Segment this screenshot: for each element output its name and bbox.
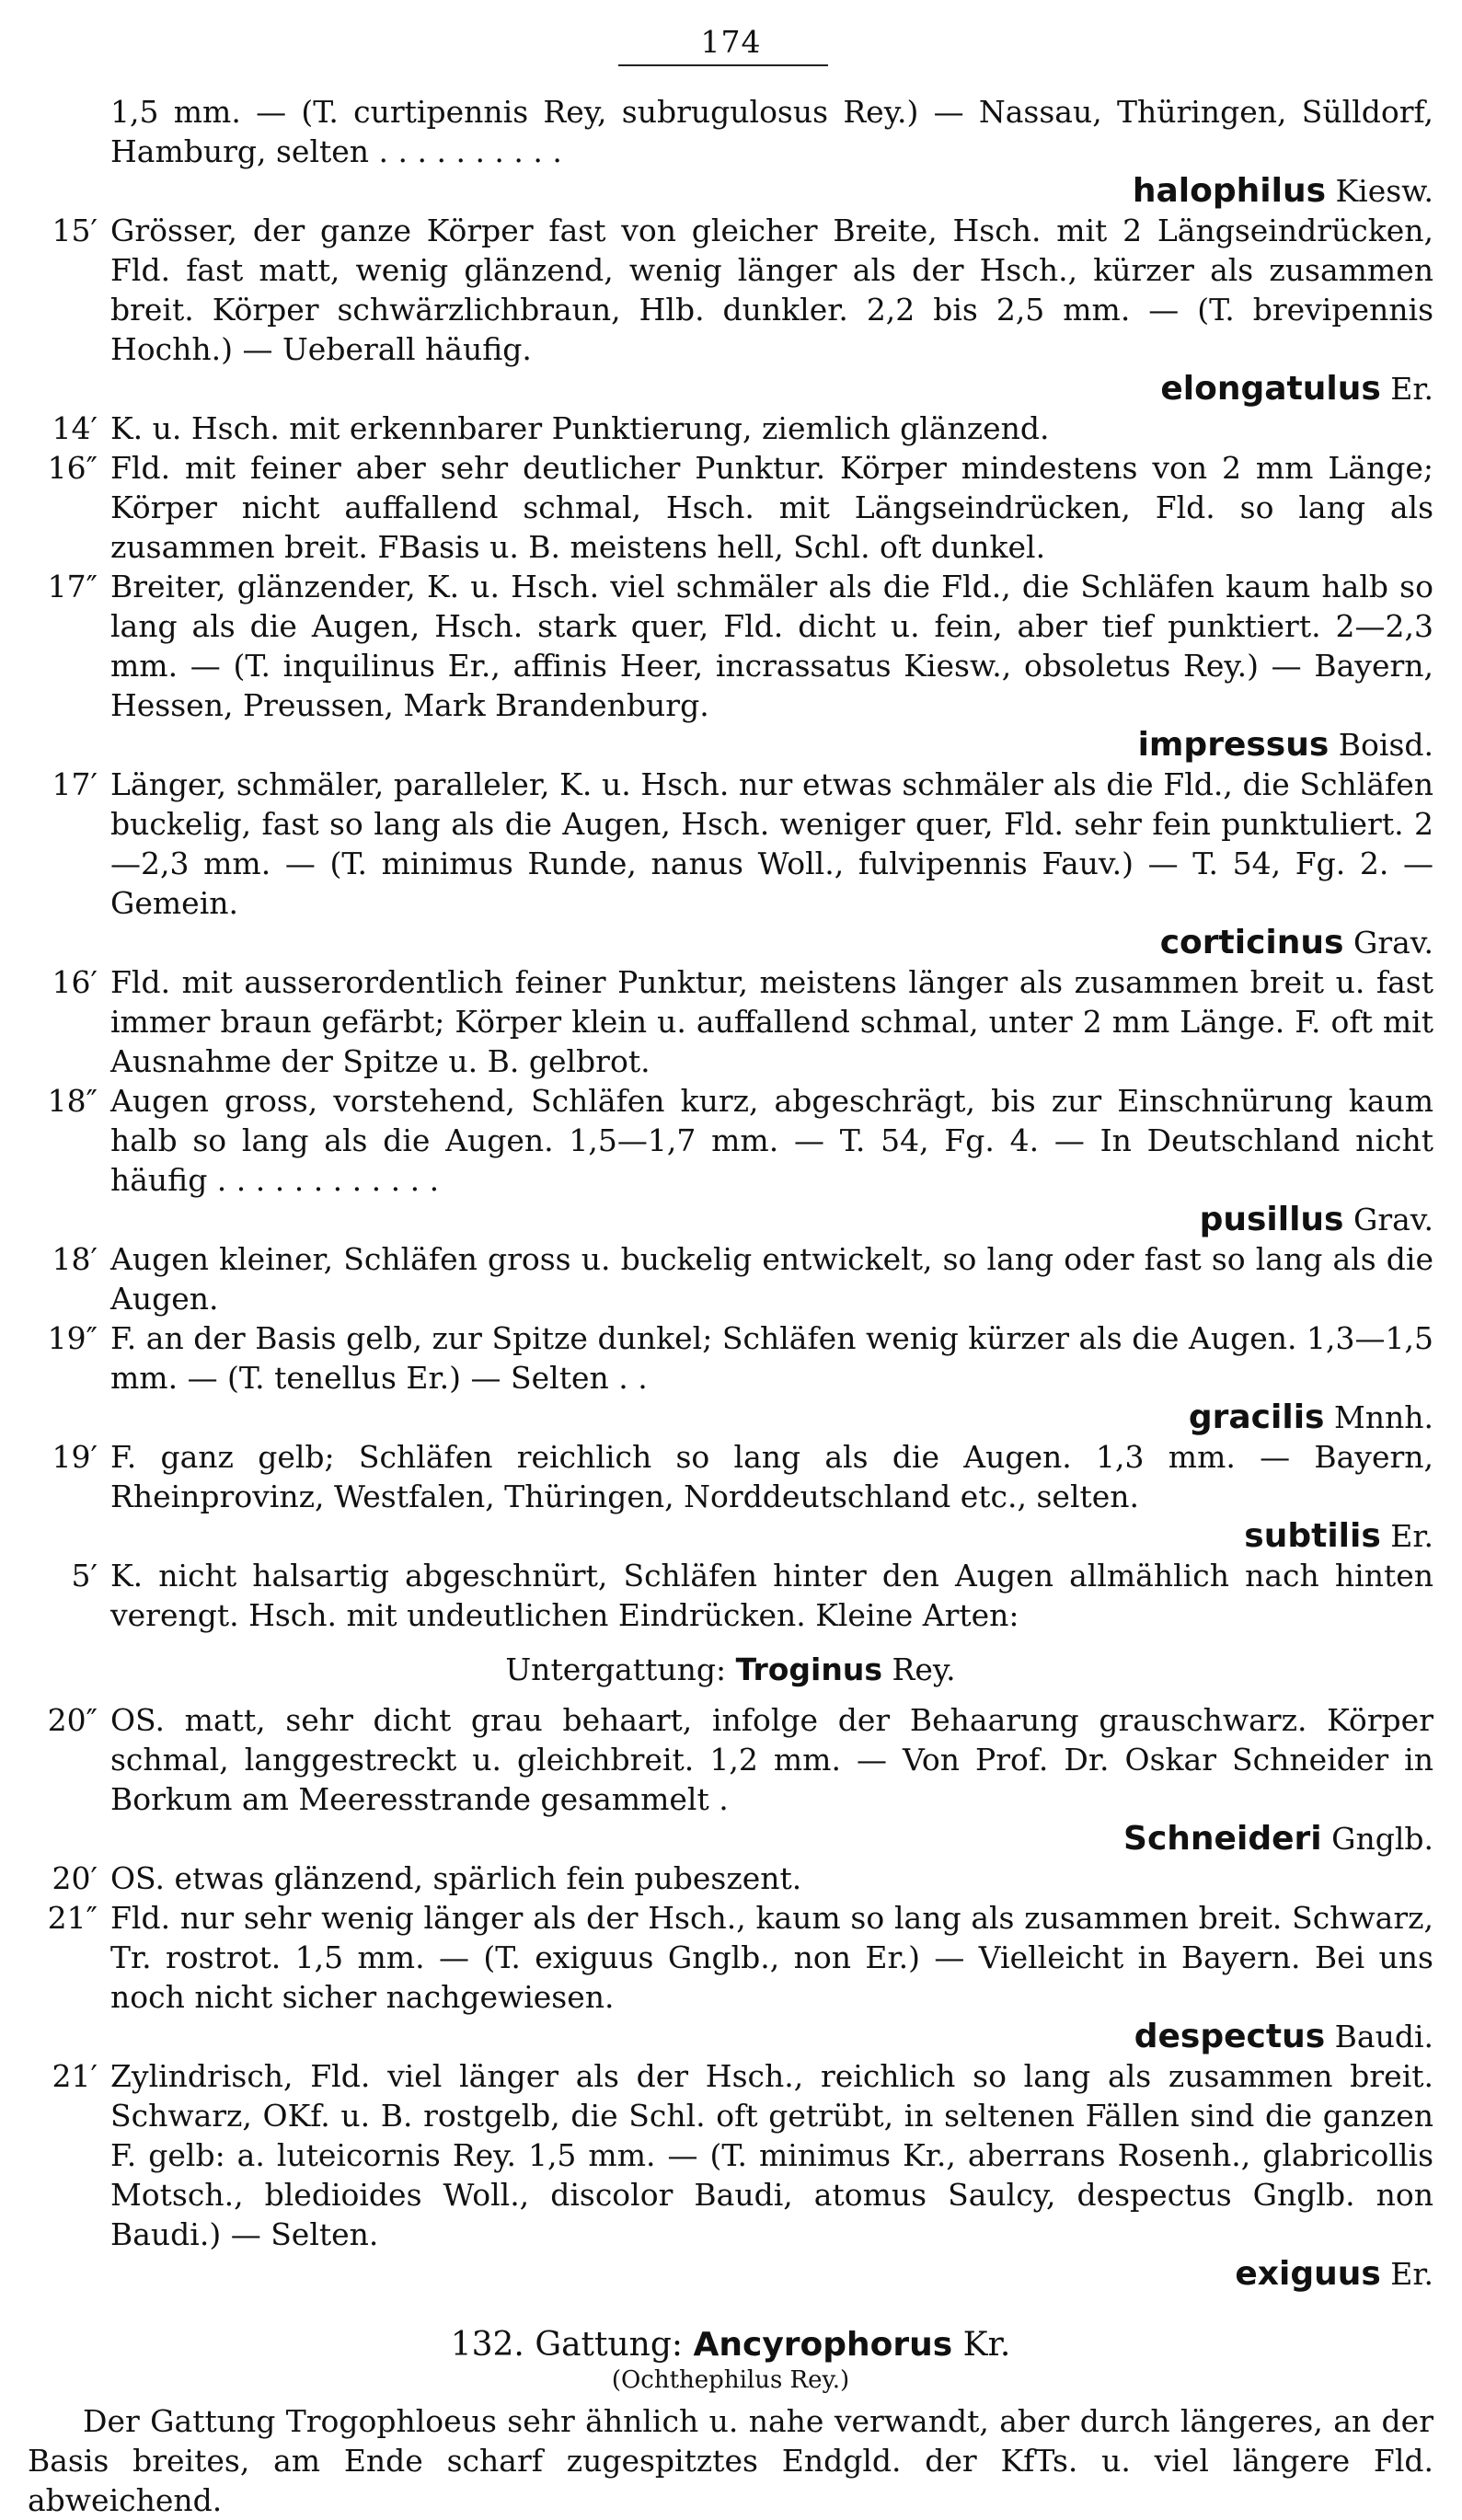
species-name: exiguus xyxy=(1235,2255,1381,2293)
key-entry-text: Fld. nur sehr wenig länger als der Hsch., kaum so lang als zusammen breit. Schwarz, Tr. rostrot. 1,5 mm. — (T. exiguus Gnglb., non Er.) — Vielleicht in Bayern. Bei uns noch nicht sicher nachgewiesen. xyxy=(110,1900,1433,2015)
key-entry xyxy=(28,962,1433,1081)
key-entry-number: 20′ xyxy=(52,1860,98,1896)
key-list-1 xyxy=(28,92,1433,1635)
key-entry xyxy=(28,448,1433,567)
species-author: Er. xyxy=(1380,2256,1433,2292)
key-entry-text: K. u. Hsch. mit erkennbarer Punktierung, ziemlich glänzend. xyxy=(110,410,1050,446)
subgenus-heading xyxy=(28,1650,1433,1689)
species-name: subtilis xyxy=(1244,1517,1381,1555)
key-entry-text: F. an der Basis gelb, zur Spitze dunkel; Schläfen wenig kürzer als die Augen. 1,3—1,5 mm. — (T. tenellus Er.) — Selten . . xyxy=(110,1320,1433,1396)
key-entry-text: F. ganz gelb; Schläfen reichlich so lang als die Augen. 1,3 mm. — Bayern, Rheinprovinz, Westfalen, Thüringen, Norddeutschland etc., selten. xyxy=(110,1439,1433,1514)
species-author: Er. xyxy=(1380,1518,1433,1554)
key-entry xyxy=(28,1898,1433,2056)
key-entries xyxy=(28,92,1433,2520)
species-label xyxy=(110,171,1433,211)
species-name: elongatulus xyxy=(1160,370,1381,408)
species-author: Kiesw. xyxy=(1326,173,1433,209)
key-entry-number: 15′ xyxy=(52,213,98,248)
genus-heading xyxy=(28,2325,1433,2365)
species-label xyxy=(110,1200,1433,1239)
key-entry-text: Breiter, glänzender, K. u. Hsch. viel schmäler als die Fld., die Schläfen kaum halb so lang als die Augen, Hsch. stark quer, Fld. dicht u. fein, aber tief punktiert. 2—2,3 mm. — (T. inquilinus Er., affinis Heer, incrassatus Kiesw., obsoletus Rey.) — Bayern, Hessen, Preussen, Mark Brandenburg. xyxy=(110,569,1433,723)
key-entry-number: 18″ xyxy=(47,1083,98,1119)
species-label xyxy=(110,725,1433,765)
key-entry-text: OS. matt, sehr dicht grau behaart, infolge der Behaarung grauschwarz. Körper schmal, langgestreckt u. gleichbreit. 1,2 mm. — Von Prof. Dr. Oskar Schneider in Borkum am Meeresstrande gesammelt . xyxy=(110,1702,1433,1817)
species-name: halophilus xyxy=(1132,172,1327,210)
subgenus-name: Troginus xyxy=(735,1651,882,1687)
species-label xyxy=(110,2254,1433,2294)
key-entry xyxy=(28,567,1433,765)
key-entry-text: Fld. mit ausserordentlich feiner Punktur, meistens länger als zusammen breit u. fast immer braun gefärbt; Körper klein u. auffallend schmal, unter 2 mm Länge. F. oft mit Ausnahme der Spitze u. B. gelbrot. xyxy=(110,964,1433,1079)
key-entry-number: 17′ xyxy=(52,766,98,802)
key-entry-number: 16′ xyxy=(52,964,98,1000)
key-entry xyxy=(28,408,1433,448)
key-entry-number: 19′ xyxy=(52,1439,98,1475)
key-entry xyxy=(28,1556,1433,1635)
subgenus-prefix: Untergattung: xyxy=(505,1651,727,1687)
key-entry-text: OS. etwas glänzend, spärlich fein pubeszent. xyxy=(110,1860,802,1896)
key-list-2 xyxy=(28,1700,1433,2294)
species-name: impressus xyxy=(1137,726,1330,764)
species-author: Mnnh. xyxy=(1324,1399,1433,1435)
key-entry xyxy=(28,1700,1433,1858)
key-entry xyxy=(28,1081,1433,1239)
key-entry-number: 17″ xyxy=(47,569,98,604)
key-entry xyxy=(28,1858,1433,1898)
key-entry-text: Länger, schmäler, paralleler, K. u. Hsch. nur etwas schmäler als die Fld., die Schläfen buckelig, fast so lang als die Augen, Hsch. weniger quer, Fld. sehr fein punktuliert. 2—2,3 mm. — (T. minimus Runde, nanus Woll., fulvipennis Fauv.) — T. 54, Fg. 2. — Gemein. xyxy=(110,766,1433,921)
key-entry xyxy=(28,1239,1433,1318)
genus-prefix: 132. Gattung: xyxy=(450,2326,684,2364)
key-entry-text: Grösser, der ganze Körper fast von gleicher Breite, Hsch. mit 2 Längseindrücken, Fld. fast matt, wenig glänzend, wenig länger als der Hsch., kürzer als zusammen breit. Körper schwärzlichbraun, Hlb. dunkler. 2,2 bis 2,5 mm. — (T. brevipennis Hochh.) — Ueberall häufig. xyxy=(110,213,1433,367)
page-number-rule xyxy=(618,64,828,66)
species-author: Grav. xyxy=(1343,1202,1433,1237)
species-author: Boisd. xyxy=(1329,727,1433,763)
key-entry-text: 1,5 mm. — (T. curtipennis Rey, subrugulosus Rey.) — Nassau, Thüringen, Sülldorf, Hamburg, selten . . . . . . . . . . xyxy=(110,94,1433,169)
species-name: gracilis xyxy=(1188,1398,1325,1436)
key-entry-text: Zylindrisch, Fld. viel länger als der Hsch., reichlich so lang als zusammen breit. Schwarz, OKf. u. B. rostgelb, die Schl. oft getrübt, in seltenen Fällen sind die ganzen F. gelb: a. luteicornis Rey. 1,5 mm. — (T. minimus Kr., aberrans Rosenh., glabricollis Motsch., bledioides Woll., discolor Baudi, atomus Saulcy, despectus Gnglb. non Baudi.) — Selten. xyxy=(110,2058,1433,2252)
key-entry xyxy=(28,92,1433,211)
page-number: 174 xyxy=(700,24,762,60)
key-entry-text: Augen gross, vorstehend, Schläfen kurz, abgeschrägt, bis zur Einschnürung kaum halb so lang als die Augen. 1,5—1,7 mm. — T. 54, Fg. 4. — In Deutschland nicht häufig . . . . . . . . . . . . xyxy=(110,1083,1433,1198)
key-entry-number: 21″ xyxy=(47,1900,98,1936)
key-entry-number: 19″ xyxy=(47,1320,98,1356)
species-name: despectus xyxy=(1134,2018,1326,2055)
key-entry xyxy=(28,1437,1433,1556)
key-entry-number: 20″ xyxy=(47,1702,98,1738)
species-author: Er. xyxy=(1380,371,1433,407)
species-label xyxy=(110,1516,1433,1556)
species-name: pusillus xyxy=(1199,1201,1344,1238)
species-label xyxy=(110,1398,1433,1437)
key-entry xyxy=(28,2056,1433,2294)
species-name: corticinus xyxy=(1159,924,1344,961)
key-entry-text: Fld. mit feiner aber sehr deutlicher Punktur. Körper mindestens von 2 mm Länge; Körper nicht auffallend schmal, Hsch. mit Längseindrücken, Fld. so lang als zusammen breit. FBasis u. B. meistens hell, Schl. oft dunkel. xyxy=(110,450,1433,565)
species-author: Gnglb. xyxy=(1321,1821,1433,1857)
species-author: Grav. xyxy=(1343,925,1433,961)
species-label xyxy=(110,923,1433,962)
species-name: Schneideri xyxy=(1123,1820,1322,1858)
genus-synonym: (Ochthephilus Rey.) xyxy=(611,2366,850,2394)
key-entry-number: 14′ xyxy=(52,410,98,446)
species-label xyxy=(110,2017,1433,2056)
key-entry-number: 21′ xyxy=(52,2058,98,2094)
key-entry xyxy=(28,1318,1433,1437)
key-entry xyxy=(28,765,1433,962)
key-entry-text: Augen kleiner, Schläfen gross u. buckelig entwickelt, so lang oder fast so lang als die Augen. xyxy=(110,1241,1433,1317)
species-author: Baudi. xyxy=(1325,2019,1433,2054)
genus-author: Kr. xyxy=(962,2326,1011,2364)
genus-name: Ancyrophorus xyxy=(693,2326,953,2364)
species-label xyxy=(110,1819,1433,1858)
genus-description: Der Gattung Trogophloeus sehr ähnlich u. nahe verwandt, aber durch längeres, an der Basis breites, am Ende scharf zugespitztes Endgld. der KfTs. u. viel längere Fld. abweichend. xyxy=(28,2403,1433,2518)
key-entry xyxy=(28,211,1433,408)
key-entry-number: 18′ xyxy=(52,1241,98,1277)
subgenus-author: Rey. xyxy=(892,1651,956,1687)
key-entry-number: 16″ xyxy=(47,450,98,486)
key-entry-text: K. nicht halsartig abgeschnürt, Schläfen hinter den Augen allmählich nach hinten verengt. Hsch. mit undeutlichen Eindrücken. Kleine Arten: xyxy=(110,1558,1433,1633)
species-label xyxy=(110,369,1433,408)
key-entry-number: 5′ xyxy=(71,1558,98,1594)
